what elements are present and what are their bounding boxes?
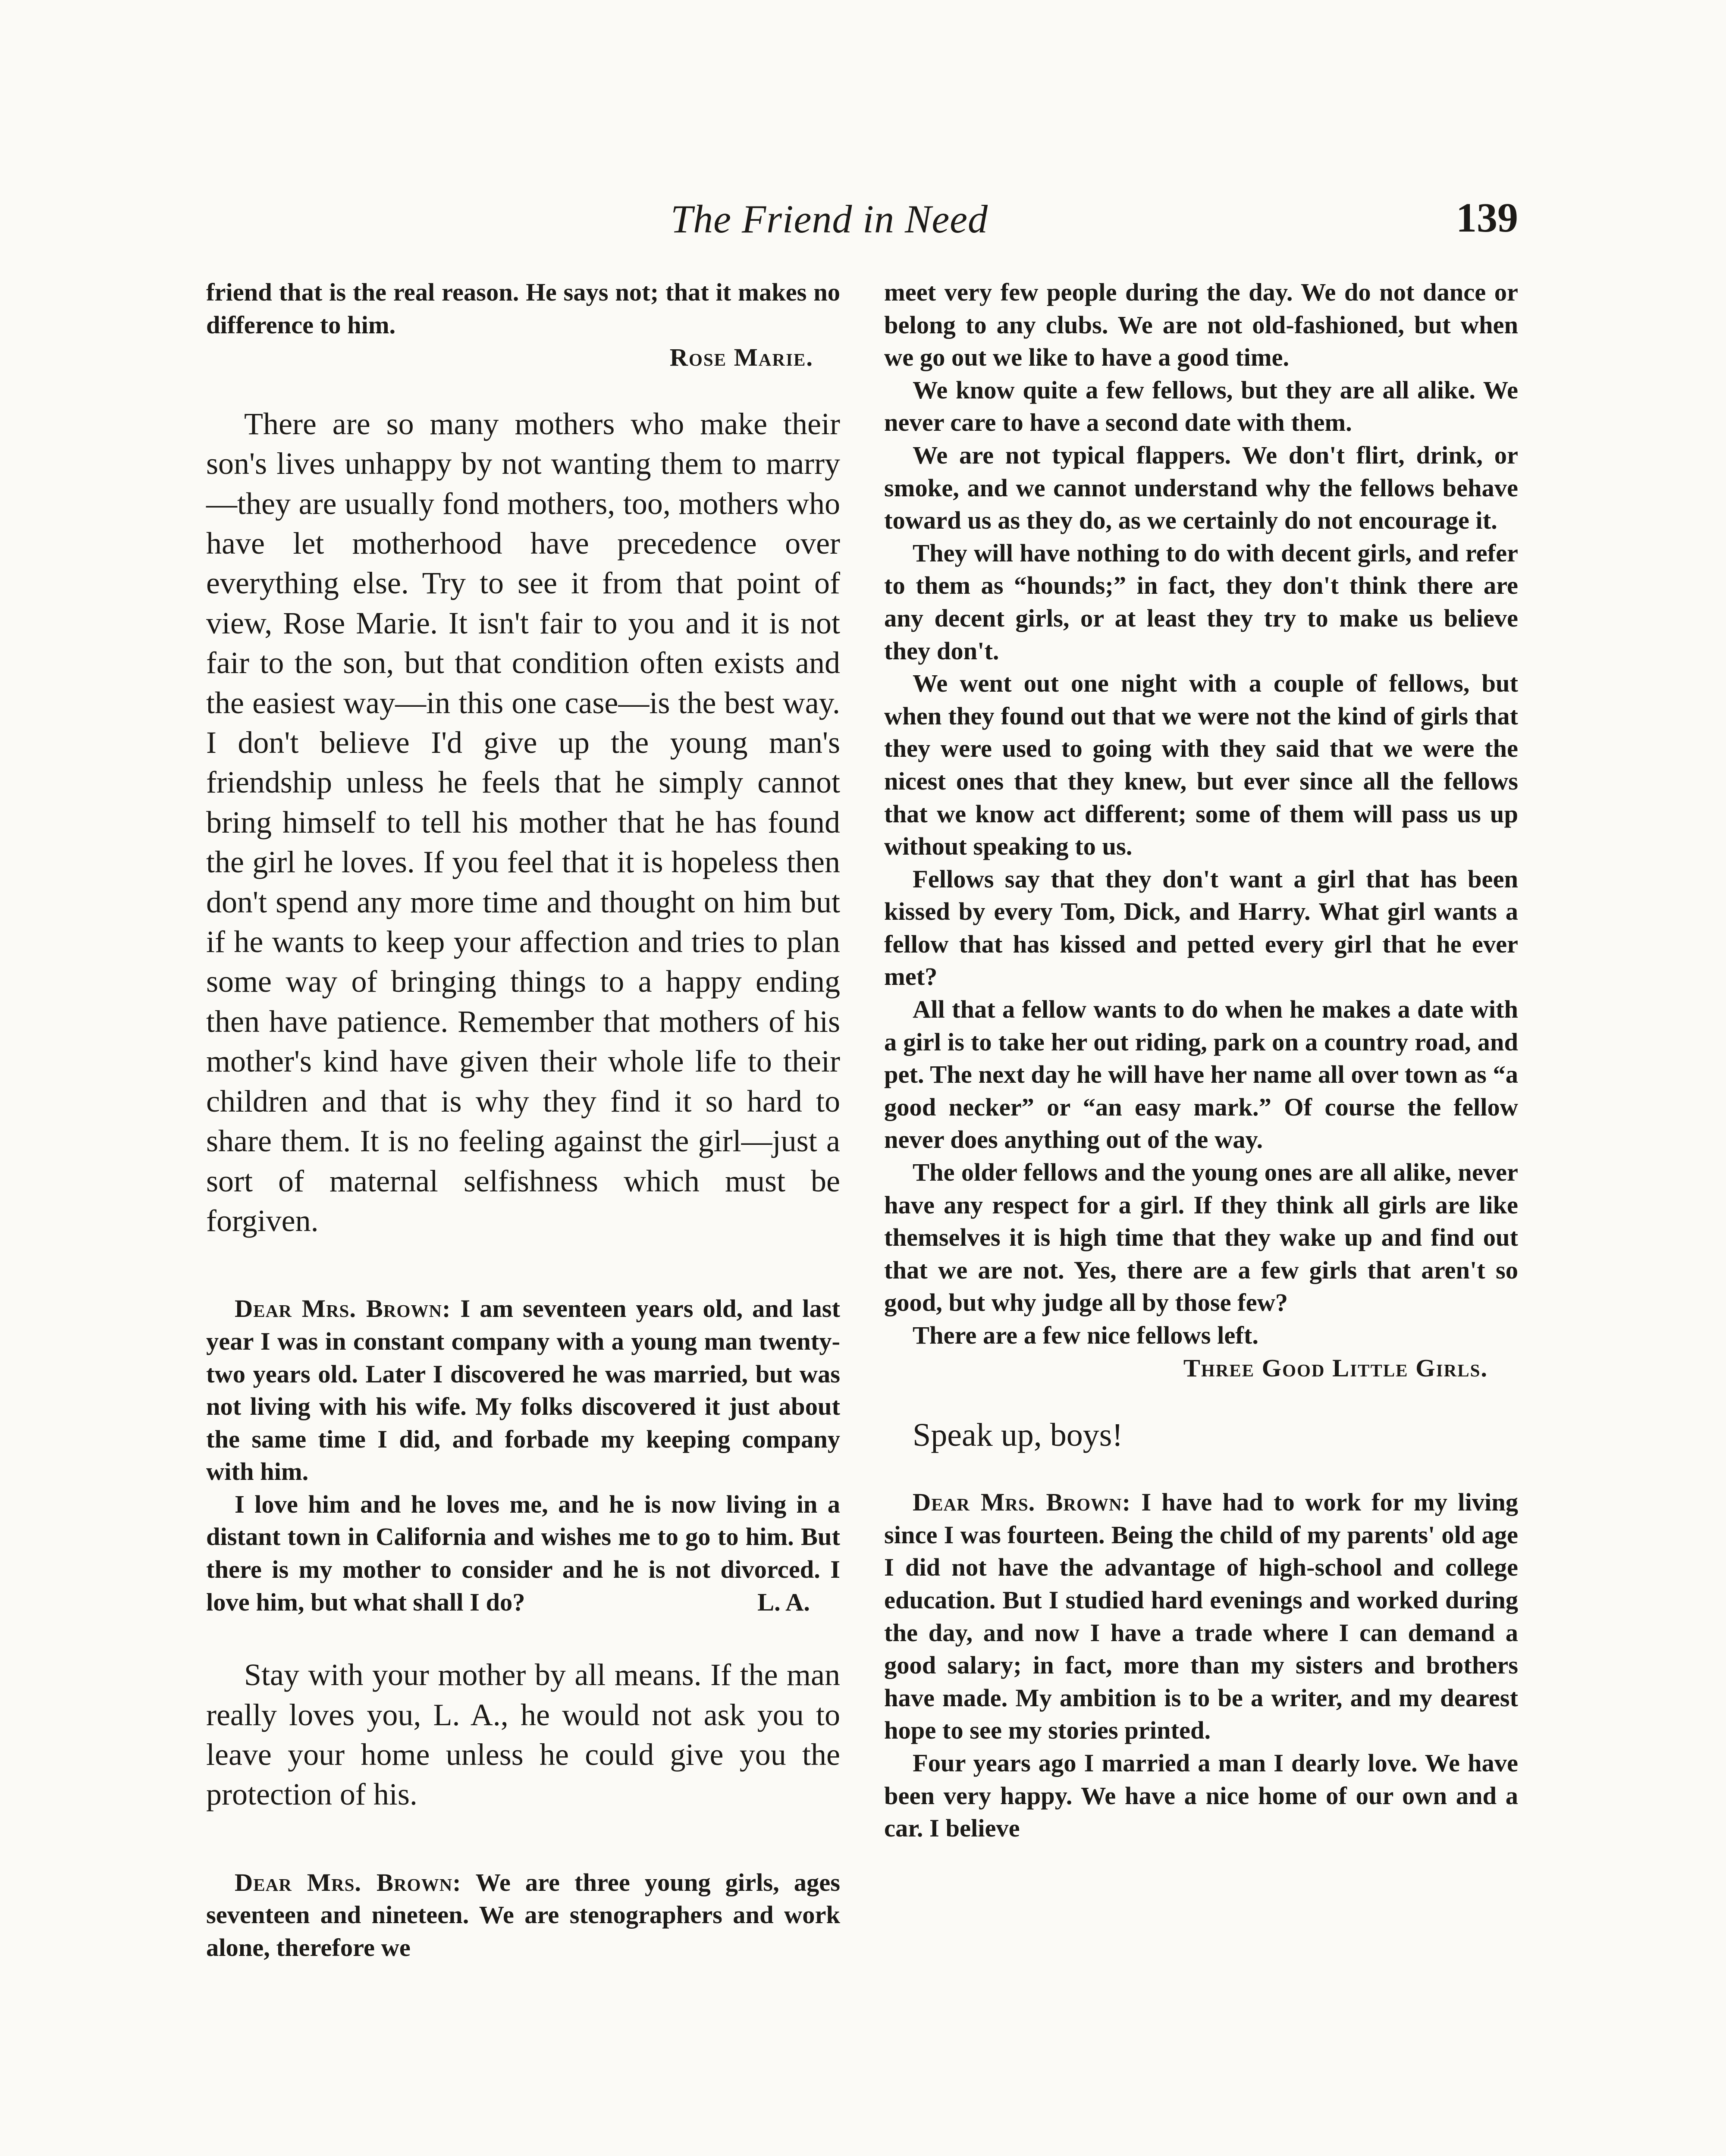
letter-paragraph: There are a few nice fellows left. <box>913 1321 1258 1349</box>
letter-paragraph: We know quite a few fellows, but they are all alike. We never care to have a second date with them. <box>884 376 1518 437</box>
letter-paragraph: We went out one night with a couple of fellows, but when they found out that we were not the kind of girls that they were used to going with they said that we were the nicest ones that they knew, but ever since all the fellows that we know act different; some of them will pass us up without speaking to us. <box>884 669 1518 861</box>
letter-paragraph: Dear Mrs. Brown: I am seventeen years old, and last year I was in constant company with a young man twenty-two years old. Later I discovered he was married, but was not living with his wife. My folks discovered it just about the same time I did, and forbade my keeping company with him. <box>206 1294 841 1486</box>
letter-paragraph: They will have nothing to do with decent girls, and refer to them as “hounds;” in fact, they don't think there are any decent girls, or at least they try to make us believe they don't. <box>884 539 1518 665</box>
letter-l-a <box>206 1292 840 1618</box>
letter-paragraph: meet very few people during the day. We do not dance or belong to any clubs. We are not old-fashioned, but when we go out we like to have a good time. <box>884 278 1518 372</box>
running-head <box>203 196 1518 257</box>
reply-paragraph: Stay with your mother by all means. If the man really loves you, L. A., he would not ask you to leave your home unless he could give you the protection of his. <box>206 1658 840 1812</box>
reply-to-rose-marie <box>206 404 840 1241</box>
letter-paragraph: Dear Mrs. Brown: I have had to work for my living since I was fourteen. Being the child of my parents' old age I did not have the advantage of high-school and college education. But I studied hard evenings and worked during the day, and now I have a trade where I can demand a good salary; in fact, more than my sisters and brothers have made. My ambition is to be a writer, and my dearest hope to see my stories printed. <box>884 1488 1519 1745</box>
salutation: Dear Mrs. Brown: <box>235 1294 451 1323</box>
signature-rose-marie: Rose Marie. <box>669 343 813 372</box>
reply-to-l-a <box>206 1655 840 1814</box>
salutation: Dear Mrs. Brown: <box>235 1868 461 1896</box>
letter-rose-marie-end <box>206 276 840 341</box>
letter-paragraph: Fellows say that they don't want a girl that has been kissed by every Tom, Dick, and Harry. What girl wants a fellow that has kissed and petted every girl that he ever met? <box>884 865 1518 991</box>
letter-paragraph: We are not typical flappers. We don't flirt, drink, or smoke, and we cannot understand why the fellows behave toward us as they do, as we certainly do not encourage it. <box>884 441 1518 535</box>
page-number: 139 <box>1456 194 1518 241</box>
reply-paragraph: There are so many mothers who make their son's lives unhappy by not wanting them to marry—they are usually fond mothers, too, mothers who have let motherhood have precedence over everything else. Try to see it from that point of view, Rose Marie. It isn't fair to you and it is not fair to the son, but that condition often exists and the easiest way—in this one case—is the best way. I don't believe I'd give up the young man's friendship unless he feels that he simply cannot bring himself to tell his mother that he has found the girl he loves. If you feel that it is hopeless then don't spend any more time and thought on him but if he wants to keep your affection and tries to plan some way of bringing things to a happy ending then have patience. Remember that mothers of his mother's kind have given their whole life to their children and that is why they find it so hard to share them. It is no feeling against the girl—just a sort of maternal selfishness which must be forgiven. <box>206 406 840 1238</box>
letter-paragraph: friend that is the real reason. He says not; that it makes no difference to him. <box>206 278 840 339</box>
letter-three-girls-start <box>206 1866 840 1964</box>
signature-l-a: L. A. <box>757 1588 810 1616</box>
salutation: Dear Mrs. Brown: <box>913 1488 1131 1517</box>
letter-paragraph: The older fellows and the young ones are all alike, never have any respect for a girl. If they think all girls are like themselves it is high time that they wake up and find out that we are not. Yes, there are a few girls that aren't so good, but why judge all by those few? <box>884 1158 1518 1317</box>
letter-aspiring-writer <box>884 1486 1518 1845</box>
letter-paragraph: Dear Mrs. Brown: We are three young girls, ages seventeen and nineteen. We are stenographers and work alone, therefore we <box>206 1868 840 1962</box>
letter-three-girls-continued <box>884 276 1518 1352</box>
letter-paragraph: All that a fellow wants to do when he makes a date with a girl is to take her out riding, park on a country road, and pet. The next day he will have her name all over town as “a good necker” or “an easy mark.” Of course the fellow never does anything out of the way. <box>884 995 1518 1154</box>
reply-heading: Speak up, boys! <box>913 1417 1123 1454</box>
running-title: The Friend in Need <box>671 197 988 241</box>
letter-paragraph: I love him and he loves me, and he is now living in a distant town in California and wishes me to go to him. But there is my mother to consider and he is not divorced. I love him, but what shall I do? L. A. <box>206 1488 840 1618</box>
signature-three-good-little-girls: Three Good Little Girls. <box>1183 1354 1488 1382</box>
letter-paragraph: Four years ago I married a man I dearly love. We have been very happy. We have a nice home of our own and a car. I believe <box>884 1749 1518 1843</box>
right-column <box>884 276 1518 1845</box>
left-column <box>206 276 840 1964</box>
